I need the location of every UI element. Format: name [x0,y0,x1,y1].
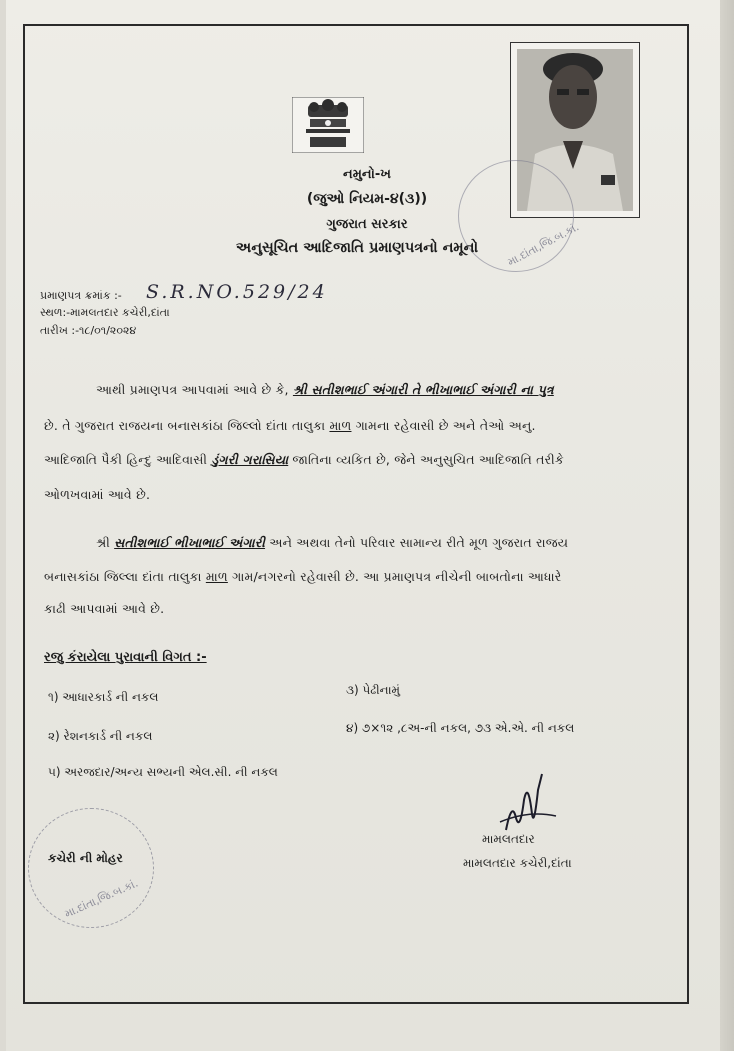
paper-edge [720,0,734,1051]
date-line: તારીખ :-૧૮/૦૧/૨૦૨૪ [40,324,137,337]
document-item: ૧) આધારકાર્ડ ની નકલ [48,690,159,704]
applicant-full-name: સતીશભાઈ ભીખાભાઈ અંગારી [114,535,266,550]
stamp-top-text: મા.દાંતા,જિ.બ.કાં. [505,220,582,269]
seal-label: કચેરી ની મોહર [48,851,123,865]
para2-prefix: શ્રી [96,535,110,550]
signatory-office: મામલતદાર કચેરી,દાંતા [463,856,572,870]
cert-no-value: S.R.NO.529/24 [146,281,328,303]
para2-line2-suffix: ગામ/નગરનો રહેવાસી છે. આ પ્રમાણપત્ર નીચેની બાબતોના આધારે [232,569,562,584]
para1-line2-suffix: ગામના રહેવાસી છે અને તેઓ અનુ. [355,418,536,433]
para2-line2-prefix: બનાસકાંઠા જિલ્લા દાંતા તાલુકા [44,569,202,584]
para2-village: માળ [205,569,228,584]
documents-heading: રજુ કંરાયેલા પુરાવાની વિગત :- [44,650,207,665]
para2-line1-suffix: અને અથવા તેનો પરિવાર સામાન્ય રીતે મૂળ ગુજરાત રાજય [269,535,569,550]
para1-line4: ઓળખવામાં આવે છે. [44,487,151,502]
para1-line3-prefix: આદિજાતિ પૈકી હિન્દુ આદિવાસી [44,452,208,467]
para1-line2 [44,418,536,434]
document-item: ૫) અરજદાર/અન્ય સભ્યની એલ.સી. ની નકલ [48,765,278,779]
place-line: સ્થળ:-મામલતદાર કચેરી,દાંતા [40,306,170,319]
para1-prefix: આથી પ્રમાણપત્ર આપવામાં આવે છે કે, [96,382,289,397]
signatory-title: મામલતદાર [482,832,535,846]
document-item: ૪) ૭×૧૨ ,૮અ-ની નકલ, ૭૩ એ.એ. ની નકલ [346,721,575,735]
signature-icon [498,770,558,840]
para1-line1 [96,382,554,398]
village-name: માળ [329,418,352,433]
para2-line3: કાઢી આપવામાં આવે છે. [44,601,165,616]
document-item: ૩) પેઢીનામું [346,683,401,697]
document-title: અનુસૂચિત આદિજાતિ પ્રમાણપત્રનો નમૂનો [235,240,479,256]
stamp-bottom-text: મા.દાંતા,જિ.બ.કાં. [62,876,140,921]
para1-line3-suffix: જાતિના વ્યકિત છે, જેને અનુસુચિત આદિજાતિ તરીકે [292,452,564,467]
document-item: ૨) રેશનકાર્ડ ની નકલ [48,729,153,743]
para1-line2-prefix: છે. તે ગુજરાત રાજયના બનાસકાંઠા જિલ્લો દાંતા તાલુકા [44,418,326,433]
government-name: ગુજરાત સરકાર [326,217,408,232]
para1-line3 [44,452,564,468]
para2-line2 [44,569,561,585]
national-emblem-icon [292,97,364,153]
form-label: નમુનો-ખ [343,167,391,182]
para2-line1 [96,535,568,551]
rule-reference: (જુઓ નિયમ-૪(૩)) [306,191,428,207]
applicant-name-father: શ્રી સતીશભાઈ અંગારી તે ભીખાભાઈ અંગારી ના પુત્ર [292,382,554,397]
cert-no-label: પ્રમાણપત્ર ક્રમાંક :- [40,289,122,302]
tribe-name: ડુંગરી ગરાસિયા [211,452,289,467]
